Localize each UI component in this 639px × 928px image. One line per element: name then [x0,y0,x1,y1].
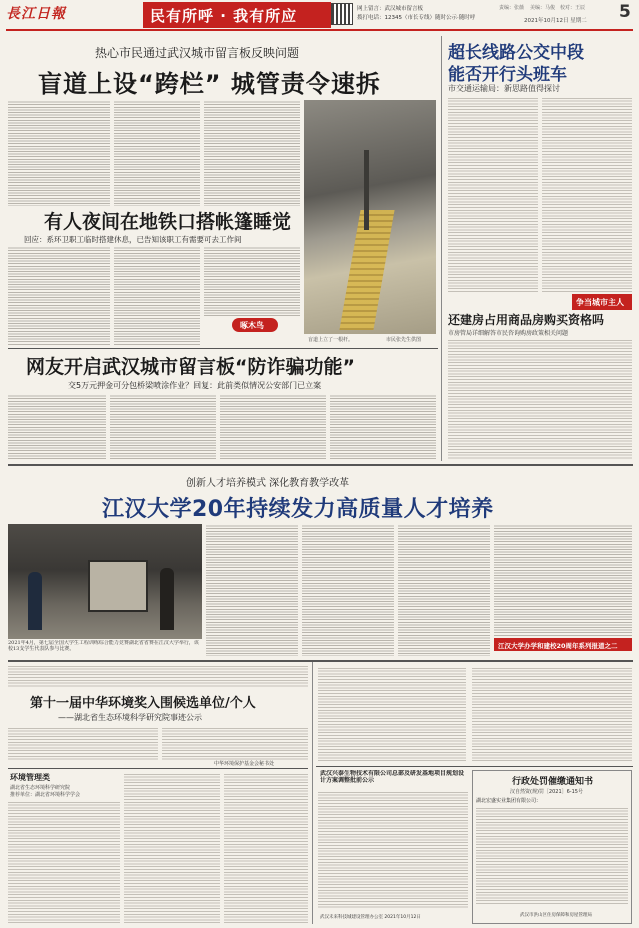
notice2-body [472,666,632,762]
side2-headline: 还建房占用商品房购买资格吗 [448,313,605,327]
article2-subhead: 回应：系环卫职工临时搭建休息，已告知该职工有需要可去工作间 [24,235,242,244]
side1-headline-line1: 超长线路公交中段 [448,43,584,63]
classifieds-rule [312,662,313,924]
divider-2 [8,464,633,466]
feature-photo-person-b [160,568,174,630]
feature-body-col3 [398,524,490,656]
admin-notice-footer: 武汉市洪山区住房保障和房屋管理局 [520,913,592,918]
side1-badge-label: 争当城市主人 [576,298,624,307]
issue-date: 2021年10月12日 星期二 [524,18,587,24]
article3-body-col2 [110,394,216,460]
admin-notice-sub: 汉自然资(规)罚［2021］6-15号 [510,789,583,795]
award-subhead: ——湖北省生态环境科学研究院事迹公示 [58,713,202,722]
staff-editor: 责编：张薇 [499,5,525,11]
side1-headline-line2: 能否开行头班车 [448,65,567,85]
award-body-col2 [124,772,220,924]
plan-body [318,790,468,908]
plan-footer: 武汉未来科技城建设管理办公室 2021年10月12日 [320,915,421,920]
article1-photo-caption: 盲道上立了一根杆。 [308,337,354,343]
staff-proofreader: 校对：王辰 [560,5,586,11]
admin-notice-company: 湖北宏盛实业集团有限公司： [476,798,542,804]
article3-body-col1 [8,394,106,460]
feature-photo-caption: 2021年4月，第七届全国大学生工程训练综合能力竞赛湖北省省赛在江汉大学举行，该校13支学生代表队参与比赛。 [8,640,199,652]
hotline-link[interactable]: 拨打电话：12345（市长专线）随时公示·随时呼 [357,15,476,21]
section-banner-title: 民有所呼 · 我有所应 [150,7,298,25]
award-intro-left [8,726,158,760]
article1-body-col1 [8,100,110,206]
small-notice-strip [8,664,308,688]
project-category-title: 环境管理类 [10,773,50,782]
article1-body-col3 [204,100,300,206]
feature-photo-person-a [28,572,42,630]
bollard-post [364,150,369,230]
right-column-rule [441,36,442,461]
qr-code-icon [331,3,353,25]
admin-notice-title: 行政处罚催缴通知书 [512,777,594,787]
feature-photo-machine [88,560,148,612]
article1-kicker: 热心市民通过武汉城市留言板反映问题 [95,46,300,60]
side2-body [448,338,632,460]
article2-body-col3 [204,246,300,318]
feature-body-col2 [302,524,394,656]
project-line-2: 推荐单位：湖北省环境科学学会 [10,792,81,798]
award-body-col3 [224,772,308,924]
article3-headline: 网友开启武汉城市留言板“防诈骗功能” [26,356,355,378]
side2-subhead: 市房管局详细解答市民咨询购房政策相关问题 [448,330,569,337]
project-line-1: 湖北省生态环境科学研究院 [10,785,71,791]
series-banner-label: 江汉大学办学和建校20周年系列报道之二 [498,642,618,650]
feature-body-col1 [206,524,298,656]
woodpecker-tag-label: 啄木鸟 [240,321,264,330]
side1-subhead: 市交通运输局：新思路值得探讨 [448,84,560,93]
article2-body-col2 [114,246,200,346]
staff-designer: 美编：马俊 [530,5,556,11]
divider-3 [8,660,633,662]
side1-body-col2 [542,96,632,294]
article3-subhead: 交5万元押金可分包桥梁喷涂作业？回复：此前类似情况公安部门已立案 [68,381,322,390]
article2-body-col1 [8,246,110,346]
masthead-rule [6,29,633,31]
divider-1 [8,348,438,349]
page-number: 5 [619,2,631,22]
article3-body-col3 [220,394,326,460]
article1-photo-credit: 市民张先生供图 [386,337,422,343]
article3-body-col4 [330,394,436,460]
masthead [0,0,639,34]
article1-headline: 盲道上设“跨栏” 城管责令速拆 [38,70,381,98]
award-signoff: 中华环境保护基金会秘书处 [214,761,275,767]
plan-title: 武汉兴泰生物技术有限公司总部及研发基地项目规划设计方案调整批前公示 [320,770,465,784]
article2-headline: 有人夜间在地铁口搭帐篷睡觉 [44,211,292,233]
article1-body-col2 [114,100,200,206]
admin-notice-body [476,806,628,904]
side1-body-col1 [448,96,538,294]
message-board-link[interactable]: 网上留言：武汉城市留言板 [357,6,424,12]
notice1-body [318,666,466,762]
award-body-col1 [8,800,120,924]
award-intro-right [162,726,308,760]
feature-headline: 江汉大学20年持续发力高质量人才培养 [102,497,494,522]
newspaper-logo: 長江日報 [6,6,66,22]
classifieds-divider [316,766,633,767]
feature-kicker: 创新人才培养模式 深化教育教学改革 [186,478,350,489]
feature-body-col4 [494,524,632,636]
award-headline: 第十一届中华环境奖入围候选单位/个人 [30,696,256,711]
award-rule [8,768,308,769]
